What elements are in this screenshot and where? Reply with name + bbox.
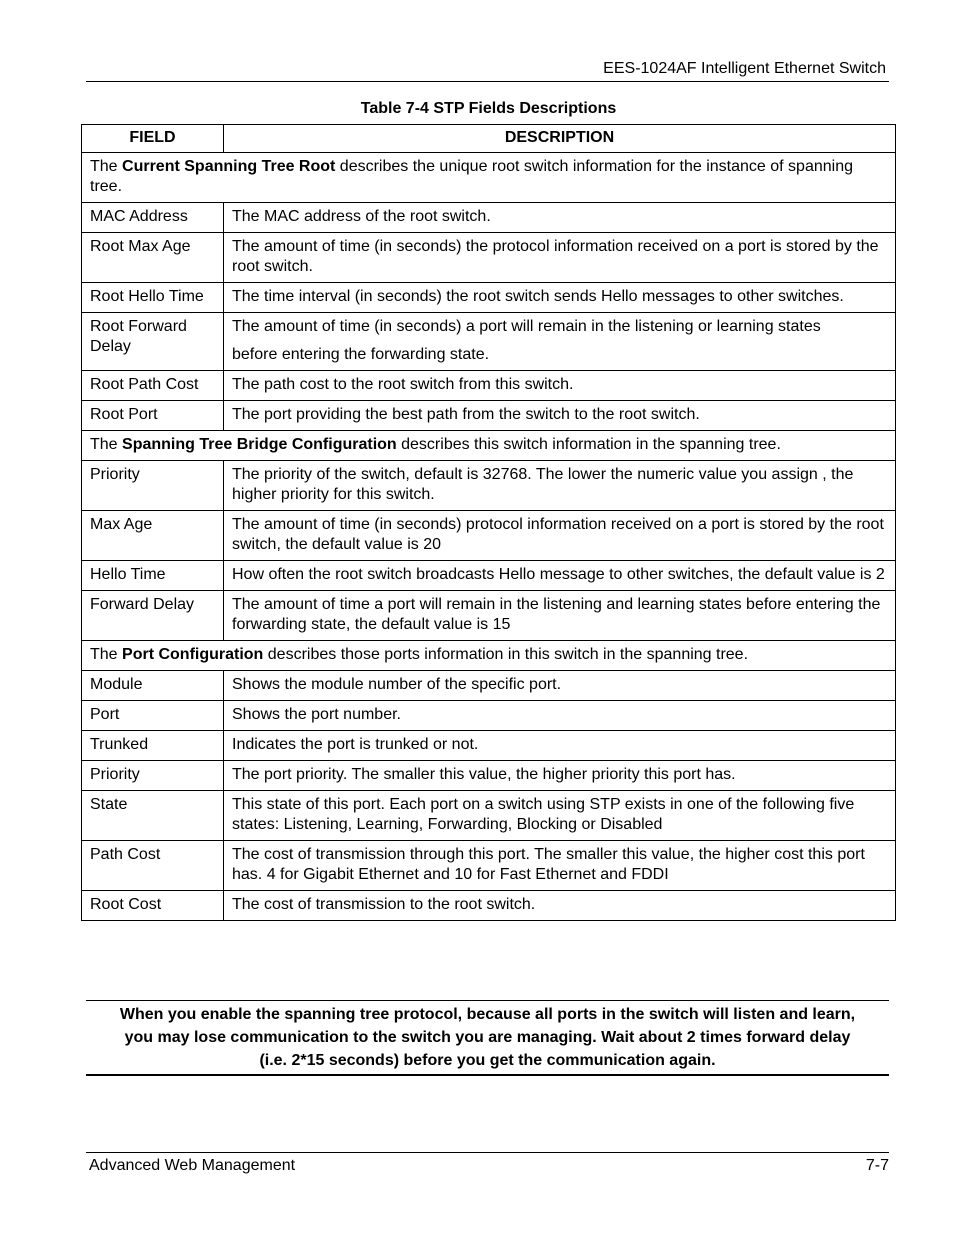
table-row (82, 591, 896, 641)
section-prefix: The (90, 158, 123, 175)
table-row (82, 761, 896, 791)
section-text (82, 431, 896, 461)
field-cell: Trunked (82, 731, 224, 761)
page-header (86, 58, 889, 82)
description-line: before entering the forwarding state. (232, 346, 490, 363)
table-row (82, 233, 896, 283)
section-suffix: describes those ports information in this switch in the spanning tree. (263, 646, 749, 663)
description-cell: The cost of transmission to the root switch. (224, 891, 896, 921)
column-header-field: FIELD (82, 125, 224, 153)
description-cell: How often the root switch broadcasts Hello message to other switches, the default value is 2 (224, 561, 896, 591)
section-suffix: describes the unique root switch information for the instance of spanning tree. (90, 158, 853, 195)
description-cell: The path cost to the root switch from this switch. (224, 371, 896, 401)
page-footer (86, 1152, 889, 1174)
field-cell: Priority (82, 761, 224, 791)
field-cell: Max Age (82, 511, 224, 561)
description-cell: Shows the port number. (224, 701, 896, 731)
table-row (82, 841, 896, 891)
field-cell: Port (82, 701, 224, 731)
field-cell: Root Cost (82, 891, 224, 921)
description-cell: The amount of time (in seconds) the protocol information received on a port is stored by the root switch. (224, 233, 896, 283)
field-cell: Root Path Cost (82, 371, 224, 401)
description-cell: Shows the module number of the specific port. (224, 671, 896, 701)
footer-section-title: Advanced Web Management (89, 1157, 296, 1174)
table-header-row (82, 125, 896, 153)
column-header-description: DESCRIPTION (224, 125, 896, 153)
field-cell: MAC Address (82, 203, 224, 233)
section-title: Port Configuration (122, 646, 264, 663)
table-row (82, 671, 896, 701)
field-cell: Root Max Age (82, 233, 224, 283)
note-line: you may lose communication to the switch you are managing. Wait about 2 times forward delay (124, 1029, 851, 1046)
description-line: The amount of time (in seconds) a port will remain in the listening or learning states (232, 318, 821, 335)
section-row-port (82, 641, 896, 671)
footer-page-number: 7-7 (865, 1157, 889, 1174)
section-text (82, 641, 896, 671)
section-suffix: describes this switch information in the spanning tree. (396, 436, 781, 453)
section-text (82, 153, 896, 203)
table-row (82, 511, 896, 561)
description-cell: The time interval (in seconds) the root switch sends Hello messages to other switches. (224, 283, 896, 313)
table-row (82, 371, 896, 401)
field-cell: Root Forward Delay (82, 313, 224, 371)
field-cell: Root Port (82, 401, 224, 431)
section-title: Current Spanning Tree Root (122, 158, 336, 175)
table-row (82, 701, 896, 731)
section-title: Spanning Tree Bridge Configuration (122, 436, 397, 453)
field-cell: Module (82, 671, 224, 701)
description-cell: The port providing the best path from the switch to the root switch. (224, 401, 896, 431)
section-row-root (82, 153, 896, 203)
field-cell: Forward Delay (82, 591, 224, 641)
description-cell: The priority of the switch, default is 32768. The lower the numeric value you assign , the higher priority for this switch. (224, 461, 896, 511)
description-cell (224, 313, 896, 371)
header-title: EES-1024AF Intelligent Ethernet Switch (603, 60, 886, 77)
description-cell: Indicates the port is trunked or not. (224, 731, 896, 761)
description-cell: This state of this port. Each port on a switch using STP exists in one of the following five states: Listening, Learning, Forwarding, Blocking or Disabled (224, 791, 896, 841)
table-row (82, 203, 896, 233)
warning-note (86, 1000, 889, 1076)
field-cell: Path Cost (82, 841, 224, 891)
section-prefix: The (90, 646, 123, 663)
description-cell: The cost of transmission through this port. The smaller this value, the higher cost this port has. 4 for Gigabit Ethernet and 10 for Fast Ethernet and FDDI (224, 841, 896, 891)
field-cell: Priority (82, 461, 224, 511)
note-line: When you enable the spanning tree protocol, because all ports in the switch will listen and learn, (119, 1006, 856, 1023)
table-row (82, 791, 896, 841)
description-cell: The port priority. The smaller this value, the higher priority this port has. (224, 761, 896, 791)
table-caption: Table 7-4 STP Fields Descriptions (360, 100, 617, 117)
description-cell: The MAC address of the root switch. (224, 203, 896, 233)
table-row (82, 283, 896, 313)
description-cell: The amount of time (in seconds) protocol information received on a port is stored by the root switch, the default value is 20 (224, 511, 896, 561)
field-cell: State (82, 791, 224, 841)
table-row (82, 313, 896, 371)
field-cell: Hello Time (82, 561, 224, 591)
table-row (82, 561, 896, 591)
table-row (82, 401, 896, 431)
table-row (82, 461, 896, 511)
table-row (82, 891, 896, 921)
field-cell: Root Hello Time (82, 283, 224, 313)
description-cell: The amount of time a port will remain in the listening and learning states before entering the forwarding state, the default value is 15 (224, 591, 896, 641)
stp-fields-table (81, 124, 896, 921)
section-row-bridge (82, 431, 896, 461)
table-row (82, 731, 896, 761)
note-line: (i.e. 2*15 seconds) before you get the communication again. (259, 1052, 716, 1069)
section-prefix: The (90, 436, 123, 453)
